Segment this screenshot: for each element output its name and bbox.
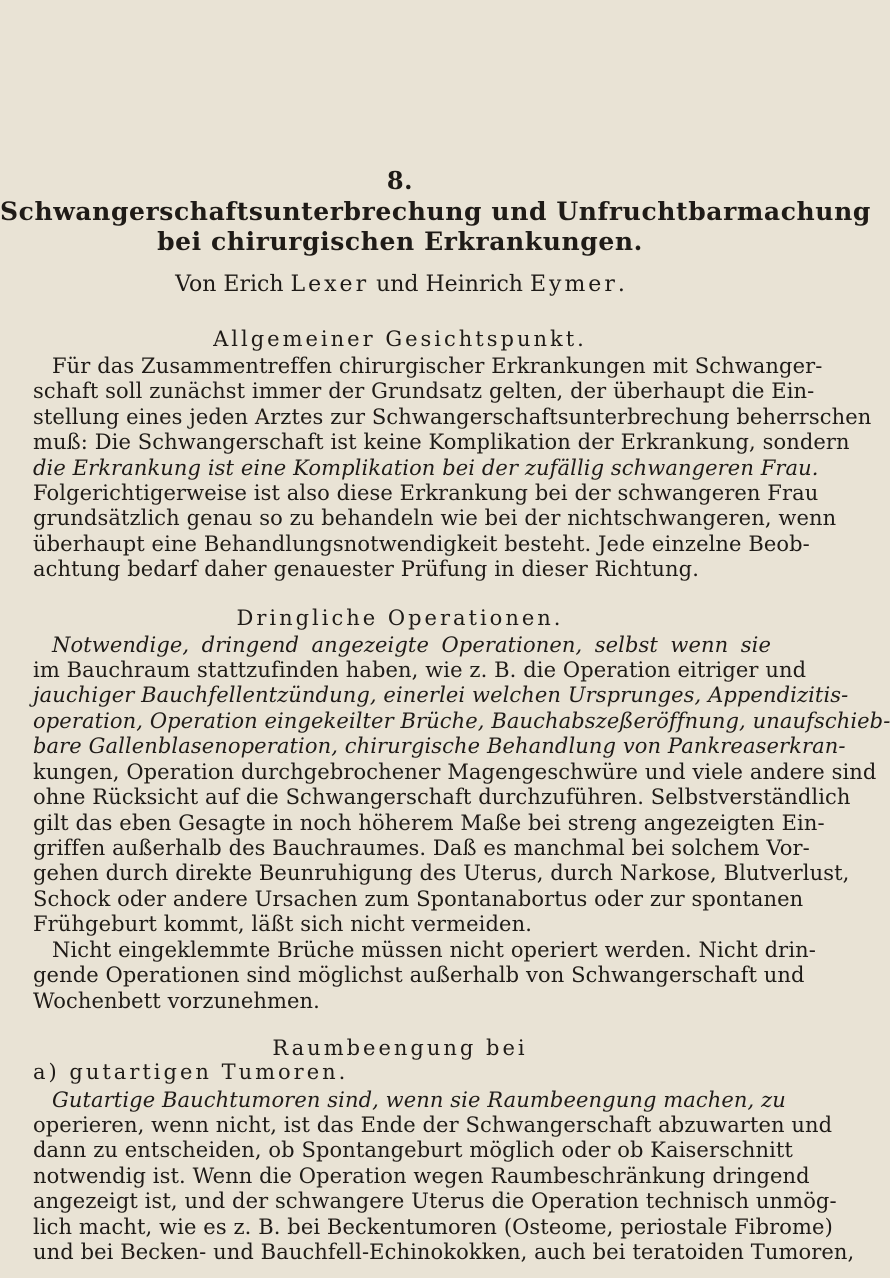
paragraph-line-last: achtung bedarf daher genauester Prüfung in dieser Richtung.	[33, 557, 699, 582]
paragraph-line: jauchiger Bauchfellentzündung, einerlei welchen Ursprunges, Appendizitis-	[33, 683, 849, 708]
paragraph-line: gehen durch direkte Beunruhigung des Uterus, durch Narkose, Blutverlust,	[33, 861, 850, 886]
paragraph-line: grundsätzlich genau so zu behandeln wie bei der nichtschwangeren, wenn	[33, 506, 837, 531]
paragraph-line: schaft soll zunächst immer der Grundsatz gelten, der überhaupt die Ein-	[33, 379, 815, 404]
paragraph-line: dann zu entscheiden, ob Spontangeburt möglich oder ob Kaiserschnitt	[33, 1138, 793, 1163]
text-run: muß: Die Schwangerschaft ist keine Komplikation der Erkrankung, sondern	[33, 430, 850, 454]
paragraph-line: Folgerichtigerweise ist also diese Erkrankung bei der schwangeren Frau	[33, 480, 819, 505]
paragraph-line: ohne Rücksicht auf die Schwangerschaft durchzuführen. Selbstverständlich	[33, 785, 851, 810]
paragraph-line: im Bauchraum stattzufinden haben, wie z. B. die Operation eitriger und	[33, 658, 807, 682]
authors-prefix: Von Erich	[175, 272, 291, 297]
paragraph-line: bare Gallenblasenoperation, chirurgische Behandlung von Pankreaserkran-	[33, 734, 846, 759]
paragraph-line	[33, 428, 850, 456]
paragraph-line-italic: die Erkrankung ist eine Komplikation bei der zufällig schwangeren Frau.	[33, 455, 819, 480]
paragraph-line: Schock oder andere Ursachen zum Spontanabortus oder zur spontanen	[33, 886, 804, 911]
paragraph-line: Für das Zusammentreffen chirurgischer Erkrankungen mit Schwanger-	[52, 353, 823, 378]
paragraph-line: operation, Operation eingekeilter Brüche, Bauchabszeßeröffnung, unaufschieb-	[33, 708, 890, 733]
authors-line	[0, 272, 800, 297]
authors-mid: und Heinrich	[369, 272, 530, 297]
paragraph-line: operieren, wenn nicht, ist das Ende der Schwangerschaft abzuwarten und	[33, 1113, 833, 1137]
paragraph-line-last: Wochenbett vorzunehmen.	[33, 988, 320, 1013]
paragraph-line: und bei Becken- und Bauchfell-Echinokokken, auch bei teratoiden Tumoren,	[33, 1240, 855, 1265]
paragraph-line: kungen, Operation durchgebrochener Magengeschwüre und viele andere sind	[33, 759, 877, 784]
authors-end: .	[617, 272, 625, 297]
section-heading-general: Allgemeiner Gesichtspunkt.	[213, 327, 587, 352]
section-heading-space: Raumbeengung bei	[272, 1035, 528, 1060]
paragraph-line-last: Frühgeburt kommt, läßt sich nicht vermeiden.	[33, 912, 532, 937]
title-line-2: bei chirurgischen Erkrankungen.	[157, 227, 643, 256]
author-2-surname: Eymer	[529, 272, 618, 297]
subsection-heading-benign: a) gutartigen Tumoren.	[33, 1060, 349, 1085]
paragraph-line: lich macht, wie es z. B. bei Beckentumoren (Osteome, periostale Fibrome)	[33, 1214, 833, 1239]
paragraph-line: stellung eines jeden Arztes zur Schwangerschaftsunterbrechung beherrschen	[33, 404, 872, 429]
paragraph-line: Gutartige Bauchtumoren sind, wenn sie Raumbeengung machen, zu	[52, 1087, 786, 1112]
paragraph-line: Nicht eingeklemmte Brüche müssen nicht operiert werden. Nicht drin-	[52, 937, 816, 962]
paragraph-line: überhaupt eine Behandlungsnotwendigkeit besteht. Jede einzelne Beob-	[33, 531, 810, 556]
paragraph-line: gende Operationen sind möglichst außerhalb von Schwangerschaft und	[33, 963, 805, 988]
paragraph-line: angezeigt ist, und der schwangere Uterus die Operation technisch unmög-	[33, 1189, 837, 1214]
author-1-surname: Lexer	[290, 272, 370, 297]
chapter-number: 8.	[386, 166, 414, 195]
section-heading-urgent: Dringliche Operationen.	[236, 606, 564, 630]
paragraph-line: Notwendige, dringend angezeigte Operationen, selbst wenn sie	[52, 632, 771, 657]
paragraph-line: notwendig ist. Wenn die Operation wegen Raumbeschränkung dringend	[33, 1163, 810, 1188]
paragraph-line: gilt das eben Gesagte in noch höherem Maße bei streng angezeigten Ein-	[33, 810, 825, 835]
title-line-1: Schwangerschaftsunterbrechung und Unfruchtbarmachung	[0, 197, 871, 226]
paragraph-line: griffen außerhalb des Bauchraumes. Daß es manchmal bei solchem Vor-	[33, 836, 810, 860]
